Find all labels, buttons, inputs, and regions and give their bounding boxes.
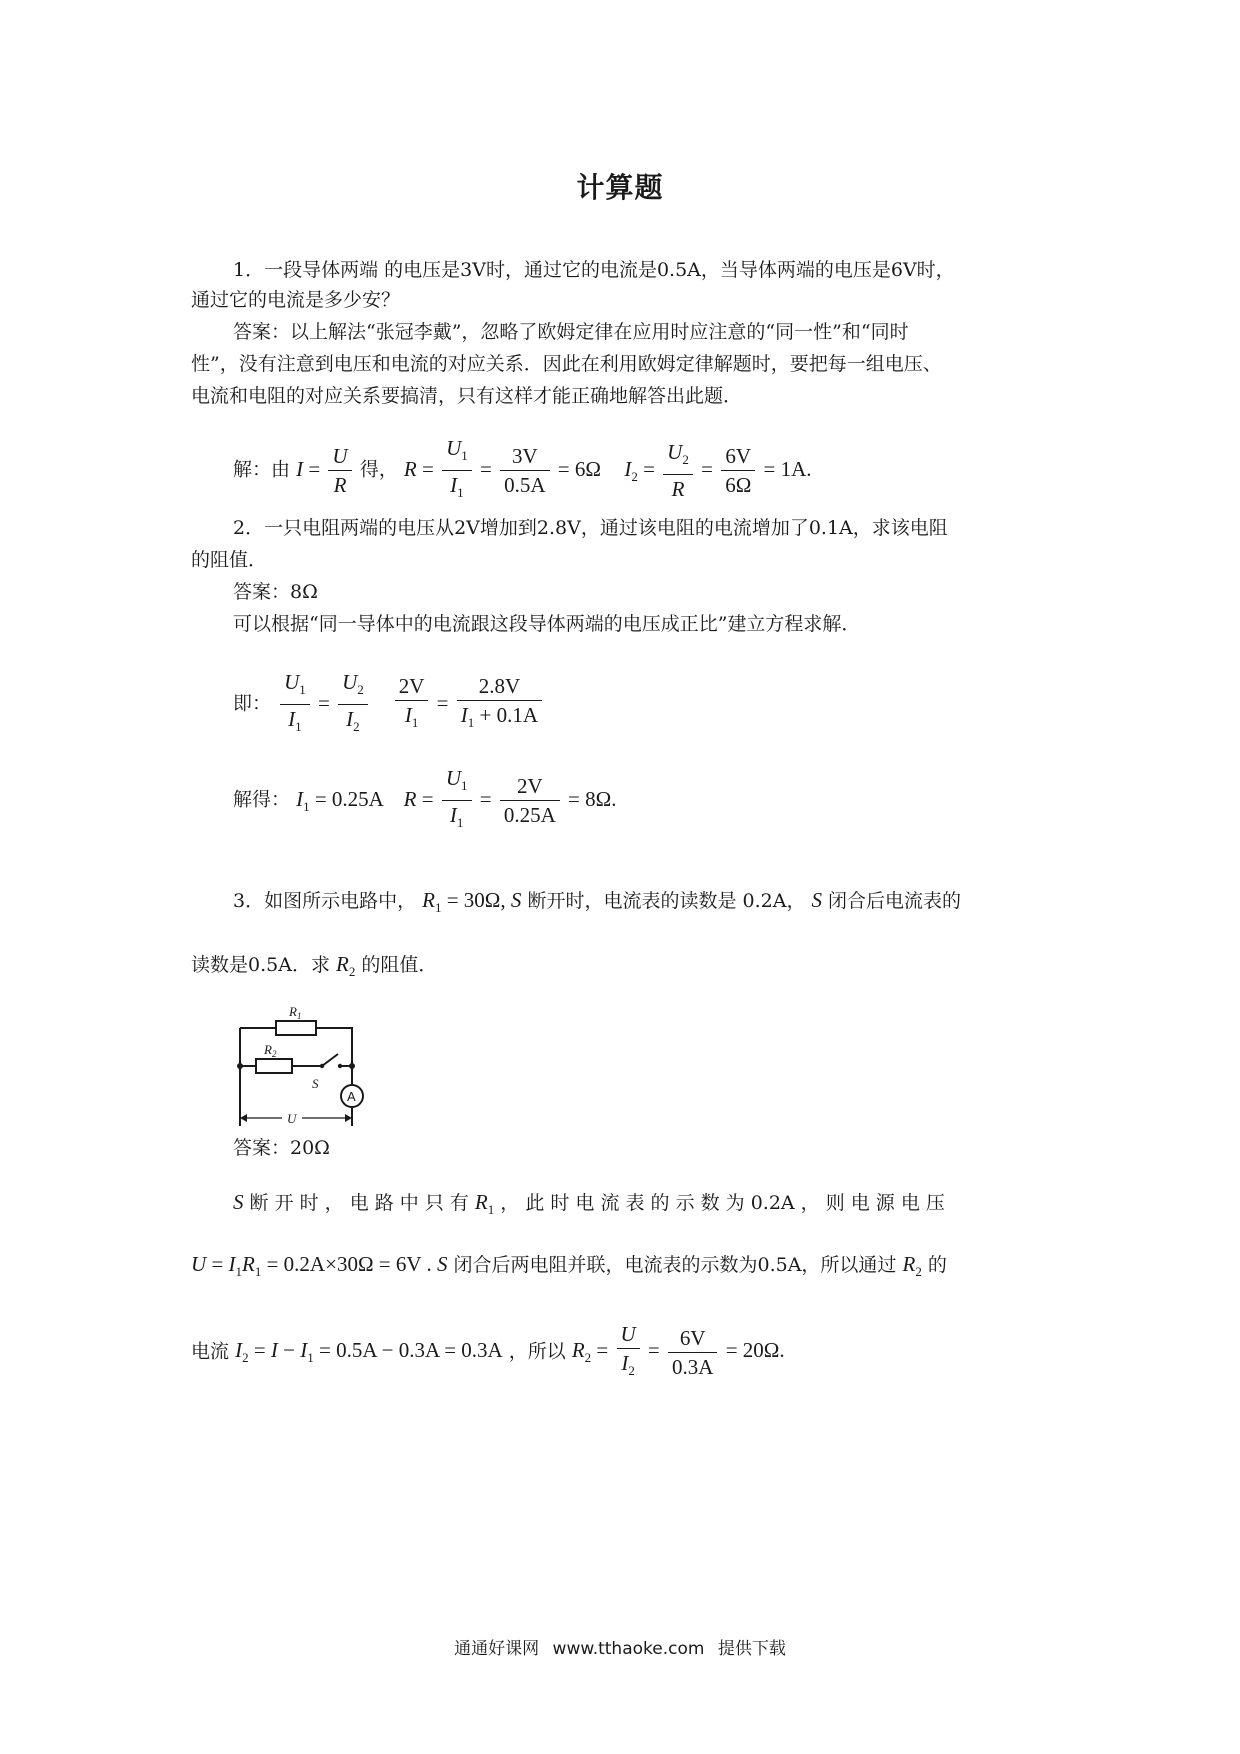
q1-resistance-calc: R = $\frac{U_1}{I_1}$ = $\frac{3V}{0.5A}$ = 6Ω xyxy=(404,457,606,481)
junction-left xyxy=(237,1063,243,1069)
sub-1: 1 xyxy=(461,778,468,794)
sub-2: 2 xyxy=(631,468,638,484)
footer-site: 通通好课网 xyxy=(454,1639,540,1659)
sub-1: 1 xyxy=(303,798,310,814)
q2-eq-prefix: 即： xyxy=(233,692,272,715)
sym-u: U xyxy=(328,444,351,471)
sym-u: U xyxy=(446,436,462,460)
q2-explain: 可以根据“同一导体中的电流跟这段导体两端的电压成正比”建立方程求解． xyxy=(233,613,861,635)
val-03a: 0.3A xyxy=(672,1355,714,1380)
sym-r: R xyxy=(403,786,417,811)
q1-solve-prefix: 解：由 xyxy=(233,458,291,481)
val-6ohm: 6Ω xyxy=(574,456,601,481)
q1-current-calc: $I_2$ = $\frac{U_2}{R}$ = $\frac{6V}{6\Omega}$ = 1A. xyxy=(624,440,812,502)
sym-i: I xyxy=(404,703,412,728)
val-025a: 0.25A xyxy=(503,803,556,828)
switch-s xyxy=(322,1054,338,1066)
q3-exp-line2: $U = I_1R_1 = 0.2A\times 30\Omega = 6V$ . S 闭合后两电阻并联，电流表的示数为0.5A，所以通过 $R_2$ 的 xyxy=(191,1252,947,1280)
sym-s: S xyxy=(233,1190,244,1214)
page-footer xyxy=(0,1634,1240,1659)
frac-2v-over-i1 xyxy=(395,674,429,735)
q2-proportion: $\frac{U_1}{I_1}$ = $\frac{U_2}{I_2}$ $\frac{2V}{I_1}$ = $\frac{2.8V}{I_1 + 0.1A}$ xyxy=(277,691,545,715)
frac-u-over-r xyxy=(328,444,351,497)
q3-exp-line1 xyxy=(233,1190,945,1222)
sub-1: 1 xyxy=(461,448,468,464)
sym-s: S xyxy=(436,1252,448,1276)
sym-i: I xyxy=(460,703,468,728)
frac-u-over-i2 xyxy=(617,1322,640,1383)
sub-1: 1 xyxy=(299,682,306,698)
val-1a: 1A. xyxy=(780,456,812,481)
q2-text-line2: 的阻值． xyxy=(191,549,268,571)
sub-1: 1 xyxy=(254,1264,262,1280)
val-05a: 0.5A xyxy=(504,473,546,498)
sym-s: S xyxy=(811,888,822,912)
label-r2: $R_2$ xyxy=(264,1042,277,1059)
val-i2: = 0.5A − 0.3A = 0.3A xyxy=(319,1338,503,1363)
sym-r: R xyxy=(242,1252,255,1276)
page-title: 计算题 xyxy=(576,171,664,204)
sub-1: 1 xyxy=(235,1264,243,1280)
sub-2: 2 xyxy=(915,1264,922,1280)
frac-6v-over-03a xyxy=(668,1326,717,1379)
q3-exp2-end: 的 xyxy=(927,1254,947,1276)
sym-i: I xyxy=(300,1338,308,1363)
sym-u: U xyxy=(284,670,300,694)
sym-i: I xyxy=(235,1338,243,1363)
label-s: S xyxy=(312,1076,319,1091)
sym-r: R xyxy=(403,456,417,481)
wire-r1-right xyxy=(316,1028,352,1066)
sym-r: R xyxy=(474,1190,488,1214)
footer-url: www.tthaoke.com xyxy=(552,1639,705,1659)
sym-i: I xyxy=(450,473,458,498)
sub-2: 2 xyxy=(628,1363,635,1379)
sub-1: 1 xyxy=(487,1202,495,1218)
frac-u2-over-i2 xyxy=(338,670,368,739)
q3-prefix: 3．如图所示电路中， xyxy=(233,890,417,912)
q2-solution xyxy=(233,766,616,835)
q1-solution xyxy=(233,436,812,505)
sub-1: 1 xyxy=(434,900,442,916)
frac-28v-over-i1-plus xyxy=(457,674,542,735)
val-6v: 6V xyxy=(721,444,755,471)
sym-i: I xyxy=(624,456,632,481)
frac-u1-over-i1 xyxy=(280,670,310,739)
sym-u: U xyxy=(617,1322,640,1349)
circuit-diagram xyxy=(234,996,374,1126)
q3-exp1-a: 断 开 时 ， 电 路 中 只 有 xyxy=(249,1192,469,1214)
val-6v: 6V xyxy=(668,1326,717,1353)
val-r1-30ohm: = 30Ω, xyxy=(446,888,506,912)
val-20ohm: = 20Ω. xyxy=(725,1338,785,1363)
q2-answer: 答案：8Ω xyxy=(233,581,318,603)
q3-exp3-a: 电流 xyxy=(191,1340,230,1363)
val-28v: 2.8V xyxy=(457,674,542,701)
resistor-r1 xyxy=(276,1021,316,1035)
q1-answer-line1: 答案：以上解法“张冠李戴”，忽略了欧姆定律在应用时应注意的“同一性”和“同时 xyxy=(233,321,909,343)
q3-line2-a: 读数是0.5A．求 xyxy=(191,954,330,976)
sym-r: R xyxy=(333,473,347,498)
val-3v: 3V xyxy=(500,444,549,471)
q3-closed-reading: 闭合后电流表的 xyxy=(828,890,962,912)
q2-solve-prefix: 解得： xyxy=(233,788,291,811)
frac-2v-over-025a xyxy=(500,774,560,827)
switch-contact-left xyxy=(320,1064,324,1068)
q3-text-line1 xyxy=(233,888,961,920)
sub-1: 1 xyxy=(411,715,419,731)
q1-answer-line3: 电流和电阻的对应关系要搞清，只有这样才能正确地解答出此题． xyxy=(191,385,743,407)
label-r1: $R_1$ xyxy=(289,1004,302,1021)
q2-equation xyxy=(233,670,545,739)
frac-3v-over-05a xyxy=(500,444,549,497)
sym-i: I xyxy=(288,707,296,732)
q3-exp2-text: 闭合后两电阻并联，电流表的示数为0.5A，所以通过 xyxy=(453,1254,897,1276)
sym-i: I xyxy=(296,456,304,481)
sym-i: I xyxy=(346,707,354,732)
sym-r: R xyxy=(336,952,349,976)
q3-open-reading: 断开时，电流表的读数是 0.2A， xyxy=(527,890,806,912)
val-2v: 2V xyxy=(395,674,429,701)
sym-i: I xyxy=(449,803,457,828)
val-source-voltage: = 0.2A×30Ω = 6V xyxy=(266,1252,422,1276)
sym-i: I xyxy=(270,1338,278,1363)
q3-exp1-b: ， 此 时 电 流 表 的 示 数 为 0.2A ， 则 电 源 电 压 xyxy=(500,1192,945,1214)
label-a: A xyxy=(347,1089,356,1104)
sym-u: U xyxy=(667,440,683,465)
frac-u1-over-i1 xyxy=(442,436,472,505)
u-arrowhead-right xyxy=(345,1114,352,1122)
q1-solve-mid: 得， xyxy=(359,458,398,481)
sub-1: 1 xyxy=(467,715,475,731)
sub-1: 1 xyxy=(456,815,464,831)
sub-2: 2 xyxy=(348,964,356,980)
q1-ohms-law: I = $\frac{U}{R}$ xyxy=(296,457,360,481)
sym-s: S xyxy=(510,888,522,912)
sub-2: 2 xyxy=(242,1350,249,1366)
val-8ohm: = 8Ω. xyxy=(568,786,617,811)
q1-text-line1: 1．一段导体两端 的电压是3V时，通过它的电流是0.5A，当导体两端的电压是6V时， xyxy=(233,259,955,281)
switch-contact-right xyxy=(338,1064,342,1068)
sub-2: 2 xyxy=(353,719,360,735)
q3-answer: 答案：20Ω xyxy=(233,1137,330,1159)
label-u: U xyxy=(287,1111,297,1126)
frac-u1-over-i1 xyxy=(442,766,472,835)
q1-text-line2: 通过它的电流是多少安？ xyxy=(191,289,401,311)
frac-u2-over-r xyxy=(663,440,693,501)
val-plus-01a: + 0.1A xyxy=(479,703,539,728)
sub-1: 1 xyxy=(457,485,464,501)
sym-i: I xyxy=(228,1252,236,1276)
sub-1: 1 xyxy=(307,1350,314,1366)
sym-i: I xyxy=(296,786,304,811)
sub-2: 2 xyxy=(584,1350,592,1366)
frac-6v-over-6ohm xyxy=(721,444,755,497)
sym-u: U xyxy=(445,766,462,790)
val-i1: = 0.25A xyxy=(314,786,383,811)
sym-r: R xyxy=(422,888,435,912)
q3-exp-line3: 电流 $I_2 = I - I_1 = 0.5A - 0.3A = 0.3A$ ，所以 $R_2$ = $\frac{U}{I_2}$ = $\frac{6V}{0.3A}$ = 20Ω. xyxy=(191,1322,785,1383)
q2-text-line1: 2．一只电阻两端的电压从2V增加到2.8V，通过该电阻的电流增加了0.1A，求该电阻 xyxy=(233,517,948,539)
q1-answer-line2: 性”，没有注意到电压和电流的对应关系．因此在利用欧姆定律解题时，要把每一组电压、 xyxy=(191,353,942,375)
u-arrowhead-left xyxy=(240,1114,247,1122)
sym-r: R xyxy=(571,1338,585,1363)
sub-1: 1 xyxy=(295,719,302,735)
q3-line2-b: 的阻值． xyxy=(361,954,438,976)
sym-u: U xyxy=(191,1252,207,1276)
sym-i: I xyxy=(621,1351,629,1375)
footer-action: 提供下载 xyxy=(717,1639,786,1659)
resistor-r2 xyxy=(256,1059,292,1073)
q2-solve-math: $I_1 = 0.25A$ R = $\frac{U_1}{I_1}$ = $\frac{2V}{0.25A}$ = 8Ω. xyxy=(296,787,616,811)
q3-exp3-b: ，所以 xyxy=(508,1340,566,1363)
val-2v: 2V xyxy=(500,774,560,801)
sym-r: R xyxy=(902,1252,916,1276)
sub-2: 2 xyxy=(357,682,364,698)
junction-right xyxy=(349,1063,355,1069)
sym-r: R xyxy=(671,477,685,502)
val-6ohm: 6Ω xyxy=(725,473,752,498)
sym-u: U xyxy=(342,670,358,694)
sub-2: 2 xyxy=(682,452,689,468)
q3-text-line2 xyxy=(191,952,437,984)
